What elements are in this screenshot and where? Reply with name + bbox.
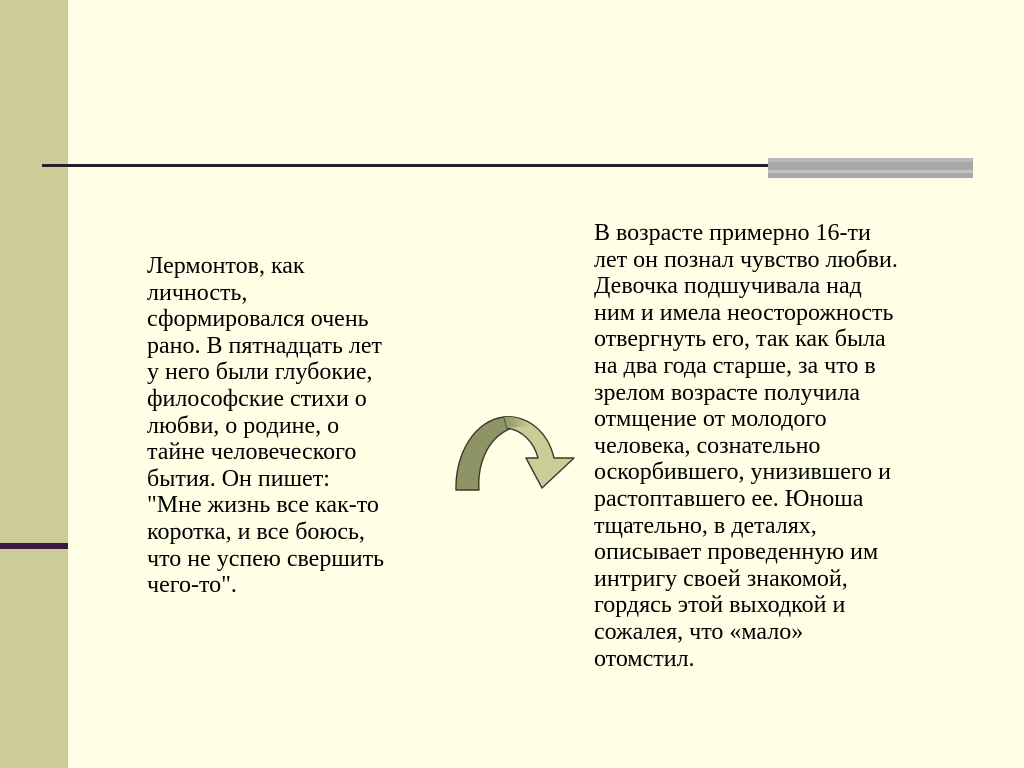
left-text-block: Лермонтов, как личность, сформировался очень рано. В пятнадцать лет у него были глубокие, философские стихи о любви, о родине, о тайне человеческого бытия. Он пишет: "Мне жизнь все как-то коротка, и все боюсь, что не успею свершить чего-то".	[147, 253, 385, 599]
left-decorative-band	[0, 0, 68, 768]
left-band-divider	[0, 543, 68, 549]
right-text-block: В возрасте примерно 16-ти лет он познал чувство любви. Девочка подшучивала над ним и имела неосторожность отвергнуть его, так как была на два года старше, за что в зрелом возрасте получила отмщение от молодого человека, сознательно оскорбившего, унизившего и растоптавшего ее. Юноша тщательно, в деталях, описывает проведенную им интригу своей знакомой, гордясь этой выходкой и сожалея, что «мало» отомстил.	[594, 220, 898, 672]
title-accent-bar	[768, 158, 973, 178]
curved-arrow-icon	[452, 412, 578, 494]
